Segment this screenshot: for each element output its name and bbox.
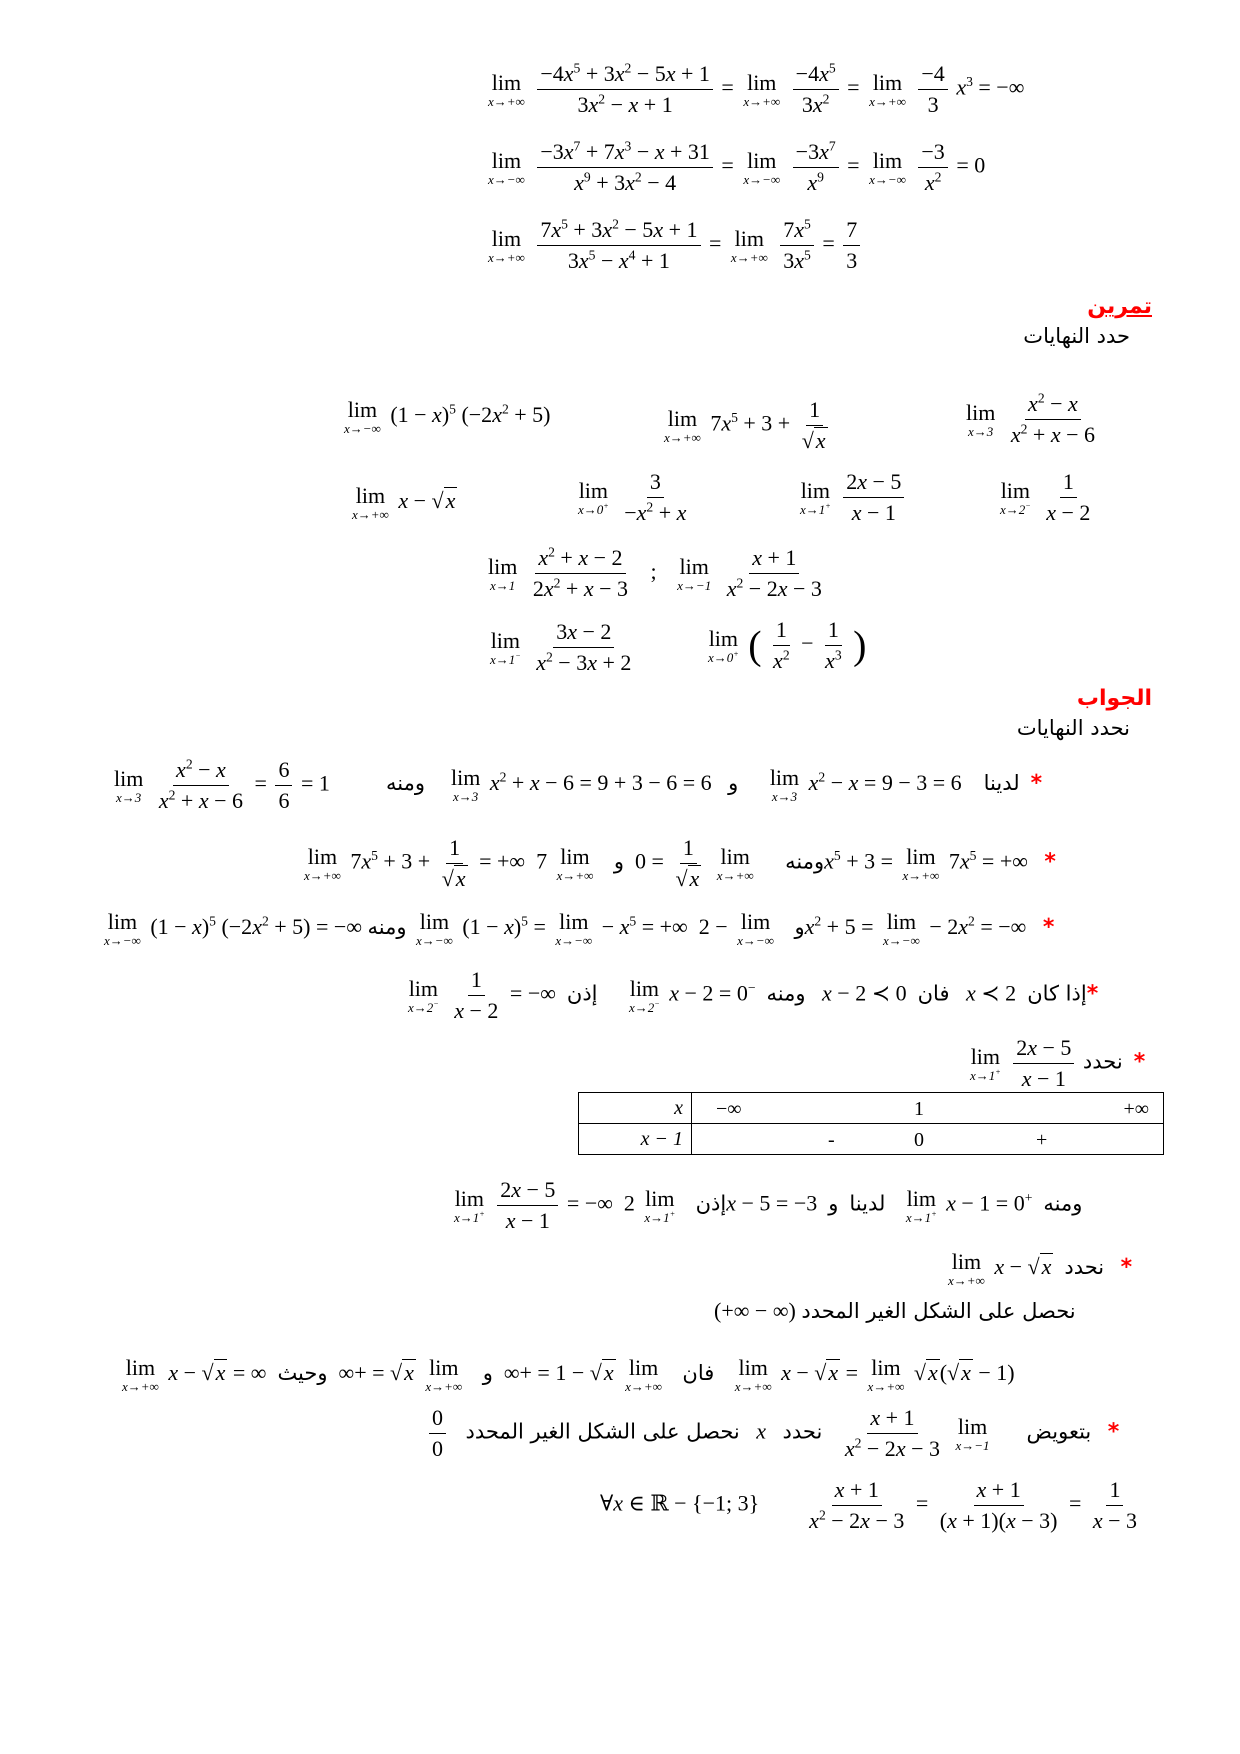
we-determine-word: نحدد <box>1064 1255 1105 1280</box>
variation-row-x <box>579 1093 1164 1124</box>
exercise-instruction: حدد النهايات <box>1023 324 1130 348</box>
example-2: lim x→−∞ $\frac{-3x^7 + 7x^3 - x + 31}{x^9 + 3x^2 - 4}$ = lim x→−∞ $\frac{-3x^7}{x^9}$ = lim x→−∞ $\frac{-3}{x^2}$ = 0 <box>488 138 986 195</box>
answer-5: lim x→1+ $\frac{2x - 5}{x - 1}$ = −∞ إذن lim x→1+ 2 x − 5 = −3 لدينا و lim x→1+ x − 1 = 0+ ومنه <box>454 1177 1083 1233</box>
variation-value: +∞ <box>1123 1098 1149 1120</box>
form-numerator: 0 <box>429 1406 446 1434</box>
bullet-star: * <box>1120 1255 1133 1281</box>
and-word: و <box>482 1361 493 1386</box>
bullet-star: * <box>1030 771 1043 797</box>
answer-3: lim x→−∞ $(1 - x)^5$ $(-2x^2 + 5)$ = −∞ ومنه lim x→−∞ $(1 - x)^5$ = lim x→−∞ − $x^5$ = +∞ و lim x→−∞ − 2 $x^2 + 5$ = lim x→−∞ − $2x^2$ = −∞ * <box>104 909 1055 948</box>
exercise-limit-5: lim x→0+ $\frac{3}{-x^2 + x}$ <box>578 469 687 525</box>
exercise-limit-1: lim x→−∞ $(1 - x)^5$ $(-2x^2 + 5)$ <box>344 397 551 436</box>
exercise-limit-3: lim x→3 $\frac{x^2 - x}{x^2 + x - 6}$ <box>966 390 1096 447</box>
answer-instruction: نحدد النهايات <box>1016 716 1130 740</box>
and-word: و <box>794 915 805 940</box>
form-denominator: 0 <box>432 1436 443 1461</box>
exercise-limit-2: lim x→+∞ $7x^5 + 3$ + $\frac{1}{√x}$ <box>664 397 826 453</box>
and-word: و <box>728 771 739 796</box>
variation-row-sign <box>579 1124 1164 1155</box>
variation-sign: + <box>1036 1129 1048 1151</box>
variation-table <box>578 1092 1164 1155</box>
answer-1-hence: ومنه lim x→3 $x^2 + x - 6 = 9 + 3 - 6 = 6$ و lim x→3 $x^2 - x = 9 - 3 = 6$ لدينا * <box>386 765 1043 804</box>
answer-6-intro: lim x→+∞ x − √x نحدد * <box>948 1249 1133 1288</box>
example-3: lim x→+∞ $\frac{7x^5 + 3x^2 - 5x + 1}{3x^5 - x^4 + 1}$ = lim x→+∞ $\frac{7x^5}{3x^5}$ = $\frac{7}{3}$ <box>484 218 863 273</box>
hence-word: ومنه <box>367 915 407 940</box>
answer-4: lim x→2− $\frac{1}{x - 2}$ = −∞ إذن lim x→2− x − 2 = 0− ومنه x − 2 ≺ 0 فان x ≺ 2 إذا كان* <box>408 967 1099 1023</box>
bullet-star: * <box>1044 849 1056 875</box>
substituting-word: بتعويض <box>1026 1419 1092 1444</box>
answer-2: lim x→+∞ $7x^5 + 3$ + $\frac{1}{√x}$ = +∞ ومنه lim x→+∞ $\frac{1}{√x}$ = 0 و lim x→+∞ 7 $x^5 + 3$ = lim x→+∞ $7x^5$ = +∞ * <box>304 835 1056 891</box>
indeterminate-form: (+∞ − ∞) <box>714 1298 796 1323</box>
variation-value: −∞ <box>716 1098 742 1120</box>
exercise-limit-10: lim x→0+ ( $\frac{1}{x^2}$ − $\frac{1}{x^3}$ ) <box>708 617 867 673</box>
answer-5-intro: lim x→1+ $\frac{2x - 5}{x - 1}$ نحدد * <box>970 1035 1146 1091</box>
variation-value: 1 <box>914 1098 924 1120</box>
answer-heading: الجواب <box>1076 686 1152 711</box>
then-word: إذن <box>695 1191 727 1216</box>
hence-word: ومنه <box>386 771 425 796</box>
exercise-heading: تمرين <box>1087 294 1152 319</box>
exercise-limit-7: lim x→2− $\frac{1}{x - 2}$ <box>1000 469 1091 525</box>
answer-7-intro: $\frac{0}{0}$ نحصل على الشكل الغير المحدد x بتعويض lim x→−1 $\frac{x + 1}{x^2 - 2x - 3}$ نحدد * <box>426 1406 1119 1461</box>
hence-word: ومنه <box>785 849 825 874</box>
and-since-word: وحيث <box>277 1361 328 1386</box>
we-determine-word: نحدد <box>1082 1049 1123 1074</box>
answer-6: lim x→+∞ x − √x = ∞ فان lim x→+∞ √x − 1 = +∞ و lim x→+∞ √x = +∞ وحيث lim x→+∞ x − √x = lim x→+∞ √x(√x − 1) <box>122 1355 1015 1394</box>
example-1: lim x→+∞ $\frac{-4x^5 + 3x^2 - 5x + 1}{3x^2 - x + 1}$ = lim x→+∞ $\frac{-4x^5}{3x^2}$ = lim x→+∞ $\frac{-4}{3}$ $x^3$ = −∞ <box>488 60 1025 117</box>
we-determine-word: نحدد <box>782 1419 823 1444</box>
we-have-word: لدينا <box>983 771 1020 796</box>
exercise-limit-9: lim x→1− $\frac{3x - 2}{x^2 - 3x + 2}$ <box>490 619 632 675</box>
variation-row-label: x <box>674 1096 683 1119</box>
then-word: إذن <box>566 981 598 1006</box>
bullet-star: * <box>1133 1049 1146 1075</box>
so-word: فان <box>682 1361 715 1386</box>
we-have-word: لدينا <box>849 1191 886 1216</box>
exercise-limit-6: lim x→1+ $\frac{2x - 5}{x - 1}$ <box>796 470 907 525</box>
bullet-star: * <box>1042 915 1055 941</box>
answer-7: ∀x ∈ ℝ − {−1; 3} $\frac{x + 1}{x^2 - 2x - 3}$ = $\frac{x + 1}{(x + 1)(x - 3)}$ = $\frac{1}{x - 3}$ <box>600 1477 1138 1533</box>
so-word: فان <box>917 981 950 1006</box>
answer-6-form <box>714 1300 1076 1322</box>
indeterminate-form-text: نحصل على الشكل الغير المحدد <box>465 1419 740 1444</box>
answer-1: lim x→3 $\frac{x^2 - x}{x^2 + x - 6}$ = $\frac{6}{6}$ = 1 <box>114 756 330 813</box>
if-word: إذا كان <box>1027 981 1087 1006</box>
bullet-star: * <box>1107 1419 1120 1445</box>
variation-sign: - <box>828 1129 835 1151</box>
exercise-limit-4: lim x→+∞ x − √x <box>352 483 456 522</box>
variation-value: 0 <box>914 1129 924 1151</box>
exercise-limit-8: lim x→1 $\frac{x^2 + x - 2}{2x^2 + x - 3}$ ; lim x→−1 $\frac{x + 1}{x^2 - 2x - 3}$ <box>488 544 822 601</box>
hence-word: ومنه <box>1043 1191 1083 1216</box>
indeterminate-form-text: نحصل على الشكل الغير المحدد <box>801 1299 1076 1323</box>
and-word: و <box>828 1191 839 1216</box>
and-word: و <box>613 849 625 874</box>
hence-word: ومنه <box>766 981 806 1006</box>
variation-row-label: x − 1 <box>640 1127 683 1150</box>
bullet-star: * <box>1086 981 1099 1007</box>
